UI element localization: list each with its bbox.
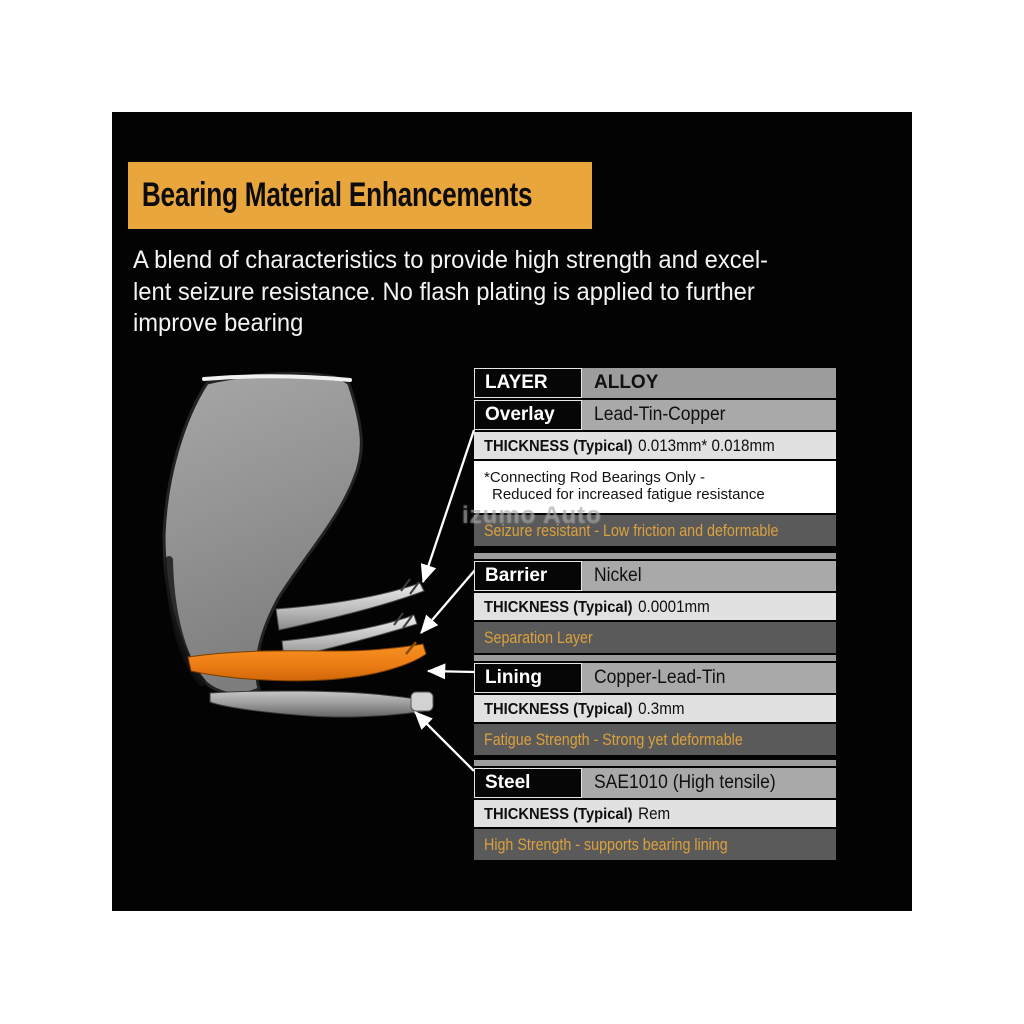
- overlay-description-row: Seizure resistant - Low friction and deformable: [474, 515, 836, 546]
- watermark-text: izumo Auto: [462, 502, 602, 529]
- arrow-barrier: [421, 570, 475, 633]
- layer-spec-table: [474, 368, 836, 878]
- steel-pin: [411, 692, 433, 711]
- barrier-label-cell: Barrier: [474, 561, 582, 591]
- overlay-label-cell: Overlay: [474, 400, 582, 430]
- note-line-1: *Connecting Rod Bearings Only -: [484, 469, 705, 486]
- barrier-description-row: Separation Layer: [474, 622, 836, 653]
- note-line-2: Reduced for increased fatigue resistance: [492, 486, 765, 503]
- overlay-alloy-cell: Lead-Tin-Copper: [582, 400, 836, 430]
- header-layer-cell: LAYER: [474, 368, 582, 398]
- arrow-overlay: [423, 430, 474, 582]
- intro-line-1: A blend of characteristics to provide high strength and excel-: [133, 246, 769, 274]
- steel-label-cell: Steel: [474, 768, 582, 798]
- lining-alloy-cell: Copper-Lead-Tin: [582, 663, 836, 693]
- lining-row: [474, 663, 836, 693]
- intro-line-3: improve bearing: [133, 309, 304, 337]
- steel-row: [474, 768, 836, 798]
- overlay-note-row: [474, 461, 836, 513]
- intro-line-2: lent seizure resistance. No flash plating is applied to further: [133, 277, 755, 306]
- arrow-lining: [428, 671, 475, 672]
- lining-label-cell: Lining: [474, 663, 582, 693]
- section-strip: [474, 760, 836, 766]
- section-overlay: [474, 368, 836, 546]
- table-header-row: [474, 368, 836, 398]
- overlay-thickness-row: THICKNESS (Typical) 0.013mm* 0.018mm: [474, 432, 836, 459]
- section-lining: [474, 655, 836, 755]
- barrier-alloy-cell: Nickel: [582, 561, 836, 591]
- overlay-row: [474, 400, 836, 430]
- barrier-thickness-row: THICKNESS (Typical) 0.0001mm: [474, 593, 836, 620]
- section-strip: [474, 655, 836, 661]
- arrow-steel: [415, 712, 474, 771]
- section-barrier: [474, 553, 836, 653]
- lining-description-row: Fatigue Strength - Strong yet deformable: [474, 724, 836, 755]
- steel-thickness-row: THICKNESS (Typical) Rem: [474, 800, 836, 827]
- infographic-canvas: [112, 112, 912, 911]
- steel-alloy-cell: SAE1010 (High tensile): [582, 768, 836, 798]
- barrier-row: [474, 561, 836, 591]
- header-alloy-cell: ALLOY: [582, 368, 836, 398]
- page-title: Bearing Material Enhancements: [141, 176, 533, 214]
- lining-thickness-row: THICKNESS (Typical) 0.3mm: [474, 695, 836, 722]
- section-steel: [474, 760, 836, 860]
- section-strip: [474, 553, 836, 559]
- layer-steel: [210, 691, 425, 717]
- steel-description-row: High Strength - supports bearing lining: [474, 829, 836, 860]
